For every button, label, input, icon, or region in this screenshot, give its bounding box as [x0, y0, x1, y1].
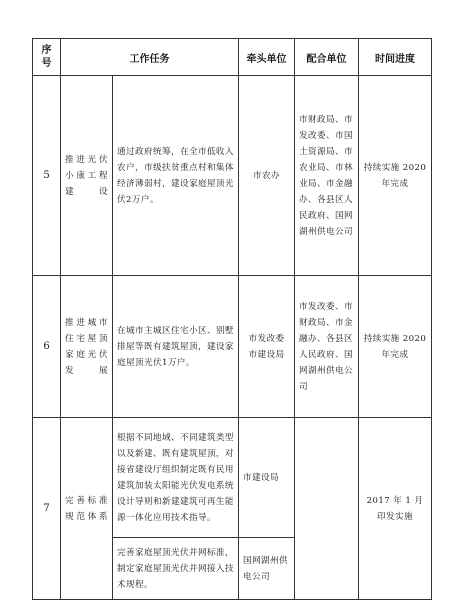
- row-name: 推进城市住宅屋顶家庭光伏发展: [61, 276, 113, 418]
- row-progress: 持续实施 2020年完成: [359, 76, 432, 276]
- task-table: [32, 38, 432, 600]
- row-seq: 5: [33, 76, 61, 276]
- header-seq: 序号: [33, 39, 61, 76]
- table-row: [33, 418, 432, 538]
- row-lead: 国网湖州供电公司: [239, 538, 295, 600]
- row-support: 市发改委、市财政局、市金融办、各县区人民政府、国网湖州供电公司: [295, 276, 359, 418]
- table-row: [33, 76, 432, 276]
- header-progress: 时间进度: [359, 39, 432, 76]
- row-task: 完善家庭屋顶光伏并网标准，制定家庭屋顶光伏并网接入技术规程。: [113, 538, 239, 600]
- row-task: 通过政府统筹，在全市低收入农户，市级扶贫重点村和集体经济薄弱村，建设家庭屋顶光伏2万户。: [113, 76, 239, 276]
- header-support: 配合单位: [295, 39, 359, 76]
- row-seq: 7: [33, 418, 61, 600]
- row-lead: 市发改委 市建设局: [239, 276, 295, 418]
- row-progress: 持续实施 2020年完成: [359, 276, 432, 418]
- header-task: 工作任务: [61, 39, 239, 76]
- row-support: [295, 418, 359, 600]
- row-progress: 2017 年 1 月印发实施: [359, 418, 432, 600]
- row-seq: 6: [33, 276, 61, 418]
- row-task: 根据不同地域、不同建筑类型以及新建、既有建筑屋顶，对接省建设厅组织制定既有民用建筑加装太阳能光伏发电系统设计导则和新建建筑可再生能源一体化应用技术指导。: [113, 418, 239, 538]
- table-header-row: [33, 39, 432, 76]
- header-lead: 牵头单位: [239, 39, 295, 76]
- row-support: 市财政局、市发改委、市国土资源局、市农业局、市林业局、市金融办、各县区人民政府、国网湖州供电公司: [295, 76, 359, 276]
- row-name: 推进光伏小康工程建设: [61, 76, 113, 276]
- row-lead: 市建设局: [239, 418, 295, 538]
- row-name: 完善标准规范体系: [61, 418, 113, 600]
- row-task: 在城市主城区住宅小区、别墅排屋等既有建筑屋顶，建设家庭屋顶光伏1万户。: [113, 276, 239, 418]
- row-lead: 市农办: [239, 76, 295, 276]
- table-row: [33, 276, 432, 418]
